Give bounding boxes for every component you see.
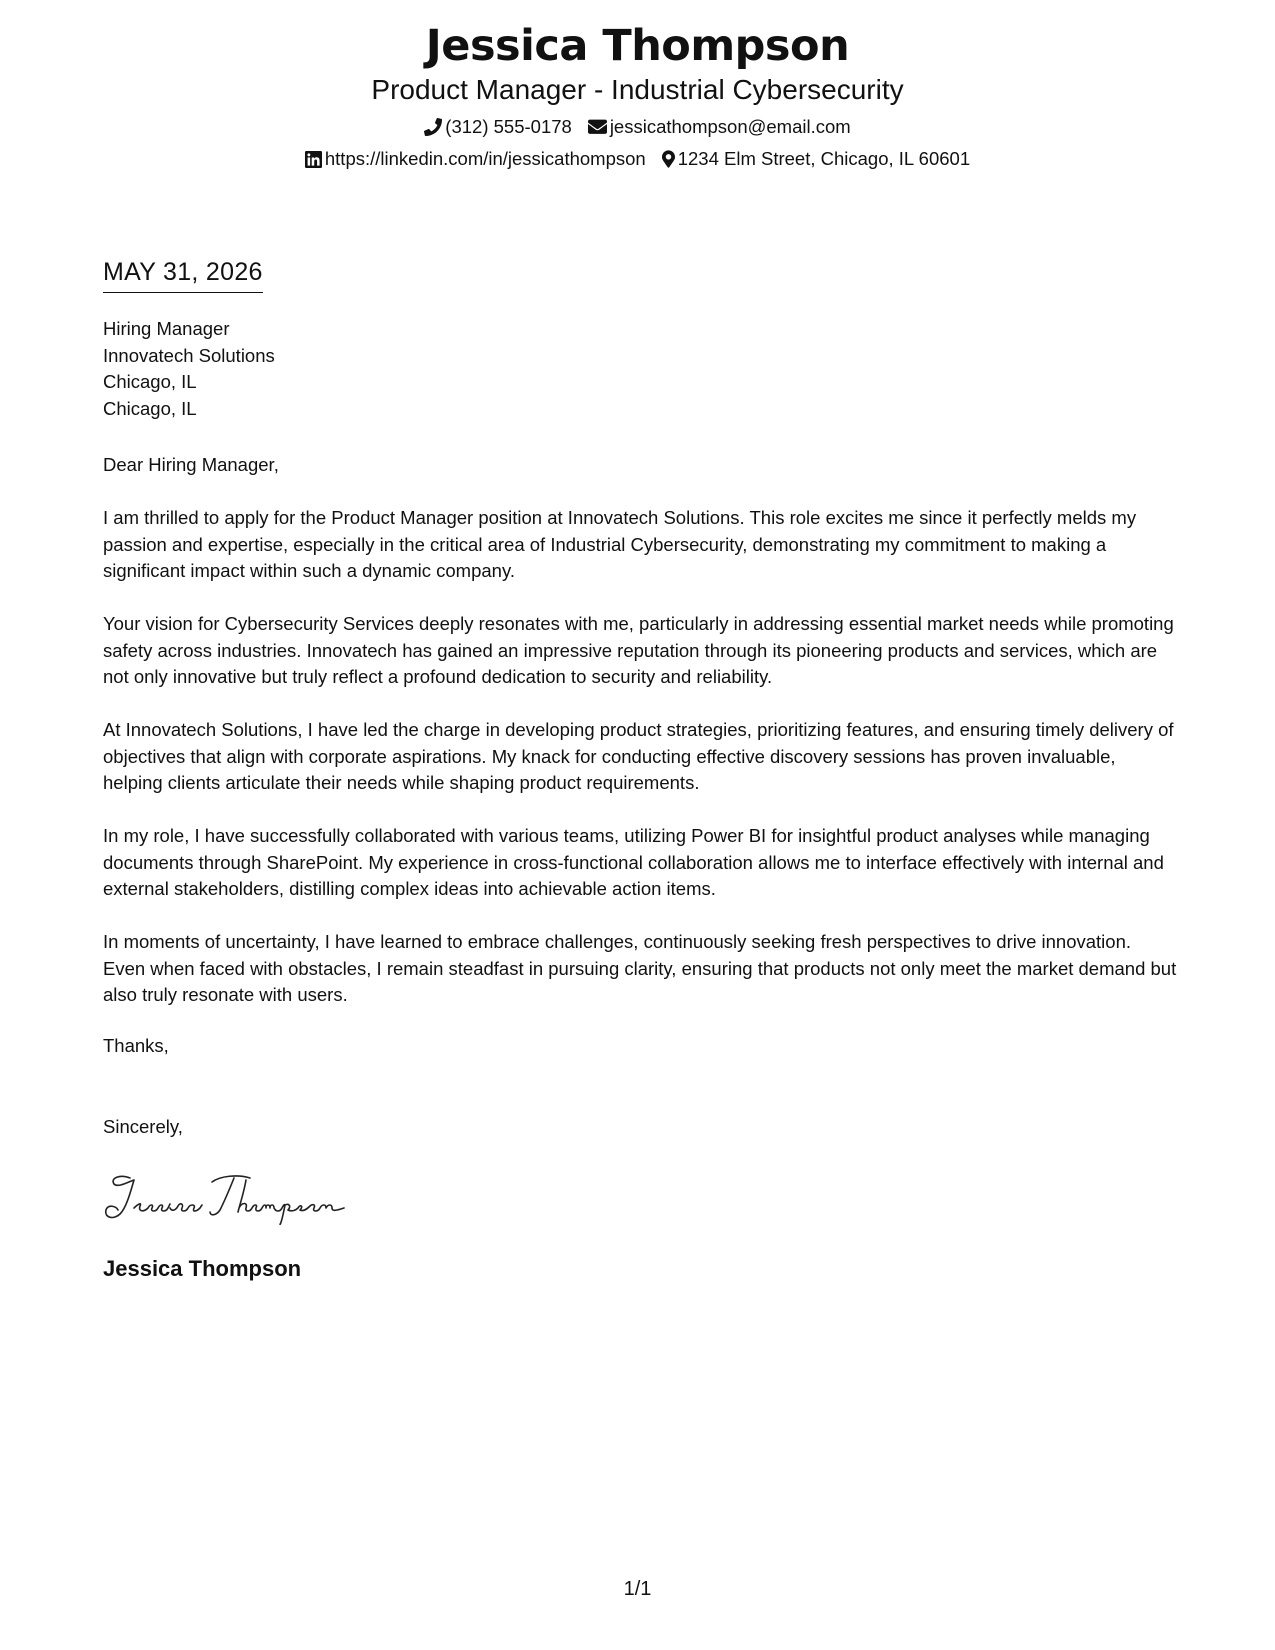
- contact-email: [588, 115, 851, 139]
- linkedin-icon: [305, 151, 322, 168]
- sender-title: Product Manager - Industrial Cybersecurity: [371, 74, 904, 105]
- body-paragraph: Your vision for Cybersecurity Services deeply resonates with me, particularly in addressing essential market needs while promoting safety across industries. Innovatech has gained an impressive reputation through its pioneering products and services, which are not only innovative but truly reflect a profound dedication to security and reliability.: [103, 613, 1174, 687]
- email-address: jessicathompson@email.com: [609, 116, 851, 137]
- recipient-line: Chicago, IL: [103, 371, 197, 392]
- contact-line-primary: [0, 115, 1275, 139]
- body-paragraph: At Innovatech Solutions, I have led the charge in developing product strategies, prioritizing features, and ensuring timely delivery of objectives that align with corporate aspirations. My knack for conducting effective discovery sessions has proven invaluable, helping clients articulate their needs while shaping product requirements.: [103, 719, 1174, 793]
- closing-thanks: Thanks,: [103, 1035, 169, 1056]
- letter-body: [103, 452, 1178, 1035]
- phone-icon: [424, 118, 442, 136]
- handwritten-signature: [100, 1168, 370, 1230]
- signed-name: Jessica Thompson: [103, 1256, 302, 1281]
- contact-address: [662, 147, 970, 171]
- body-paragraph: In moments of uncertainty, I have learned to embrace challenges, continuously seeking fresh perspectives to drive innovation. Even when faced with obstacles, I remain steadfast in pursuing clarity, ensuring that products not only meet the market demand but also truly resonate with users.: [103, 931, 1177, 1005]
- letter-header: [0, 20, 1275, 171]
- map-marker-icon: [662, 150, 675, 168]
- sender-name: Jessica Thompson: [425, 21, 850, 71]
- closing-sincerely: Sincerely,: [103, 1116, 183, 1137]
- linkedin-url: https://linkedin.com/in/jessicathompson: [324, 148, 646, 169]
- recipient-line: Innovatech Solutions: [103, 344, 275, 366]
- contact-phone: [424, 115, 572, 139]
- street-address: 1234 Elm Street, Chicago, IL 60601: [677, 148, 971, 169]
- recipient-line: Chicago, IL: [103, 397, 197, 419]
- recipient-line: Hiring Manager: [103, 318, 230, 339]
- recipient-block: [103, 316, 275, 422]
- body-paragraph: In my role, I have successfully collaborated with various teams, utilizing Power BI for insightful product analyses while managing documents through SharePoint. My experience in cross-functional collaboration allows me to interface effectively with internal and external stakeholders, distilling complex ideas into achievable action items.: [103, 825, 1164, 899]
- phone-number: (312) 555-0178: [445, 116, 572, 137]
- salutation: Dear Hiring Manager,: [103, 454, 279, 475]
- letter-date: MAY 31, 2026: [103, 256, 263, 293]
- envelope-icon: [588, 119, 607, 135]
- contact-linkedin: [305, 147, 646, 171]
- page-number: 1/1: [623, 1578, 652, 1600]
- contact-line-secondary: [0, 147, 1275, 171]
- body-paragraph: I am thrilled to apply for the Product Manager position at Innovatech Solutions. This role excites me since it perfectly melds my passion and expertise, especially in the critical area of Industrial Cybersecurity, demonstrating my commitment to making a significant impact within such a dynamic company.: [103, 507, 1137, 581]
